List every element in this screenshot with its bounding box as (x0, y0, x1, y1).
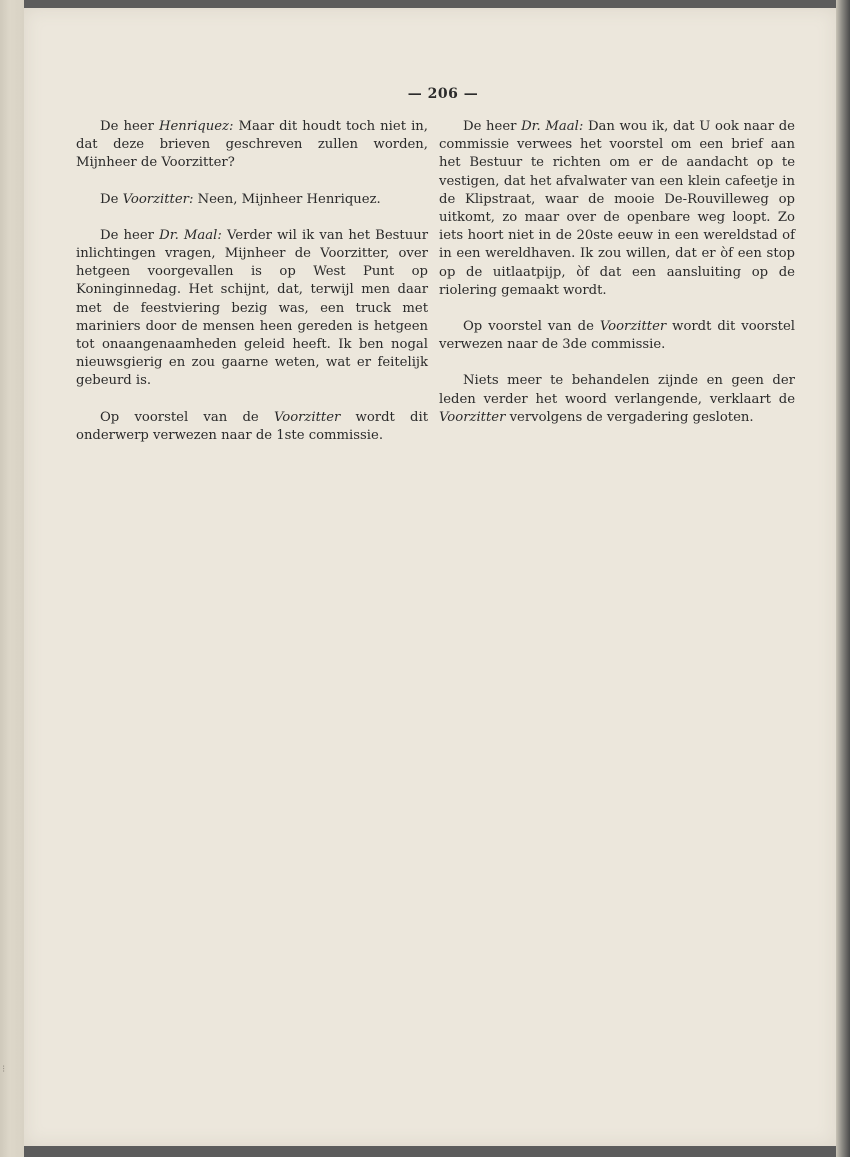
document-page (24, 8, 836, 1146)
scan-edge-right (836, 0, 850, 1157)
scan-edge-left (0, 0, 24, 1157)
paragraph: De heer Dr. Maal: Dan wou ik, dat U ook naar de commissie verwees het voorstel om een brief aan het Bestuur te richten om er de aandacht op te vestigen, dat het afvalwater van een klein cafeetje in de Klipstraat, waar de mooie De-Rouvilleweg op uitkomt, zo maar over de openbare weg loopt. Zo iets hoort niet in de 20ste eeuw in een wereldstad of in een wereldhaven. Ik zou willen, dat er òf een stop op de uitlaatpijp, òf dat een aansluiting op de riolering gemaakt wordt. (439, 119, 795, 298)
page-number: — 206 — (407, 86, 479, 102)
paragraph: Op voorstel van de Voorzitter wordt dit onderwerp verwezen naar de 1ste commissie. (76, 409, 428, 443)
speaker-name: Dr. Maal: (159, 227, 222, 243)
paragraph: Op voorstel van de Voorzitter wordt dit voorstel verwezen naar de 3de commissie. (439, 319, 796, 353)
speaker-name: Dr. Maal: (521, 119, 584, 134)
speaker-name: Henriquez: (158, 119, 234, 134)
paragraph: De heer Henriquez: Maar dit houdt toch niet in, dat deze brieven geschreven zullen worden, Mijnheer de Voorzitter? (76, 119, 428, 171)
paragraph: De heer Dr. Maal: Verder wil ik van het Bestuur inlichtingen vragen, Mijnheer de Voorzitter, over hetgeen voorgevallen is op West Punt op Koninginnedag. Het schijnt, dat, terwijl men daar met de feestviering bezig was, een truck met mariniers door de mensen heen gereden is hetgeen tot onaangenaamheden geleid heeft. Ik ben nogal nieuwsgierig en zou gaarne weten, wat er feitelijk gebeurd is. (76, 227, 429, 389)
paragraph: Niets meer te behandelen zijnde en geen der leden verder het woord verlangende, verklaart de Voorzitter vervolgens de vergadering gesloten. (439, 373, 795, 425)
left-column (76, 118, 428, 463)
speaker-name: Voorzitter (599, 319, 667, 335)
speaker-name: Voorzitter: (122, 191, 194, 207)
speaker-name: Voorzitter (273, 409, 341, 425)
paragraph: De Voorzitter: Neen, Mijnheer Henriquez. (100, 191, 381, 207)
speaker-name: Voorzitter (439, 409, 506, 425)
scan-smudge-mark: ⁝ (2, 1064, 6, 1075)
right-column (439, 118, 795, 445)
